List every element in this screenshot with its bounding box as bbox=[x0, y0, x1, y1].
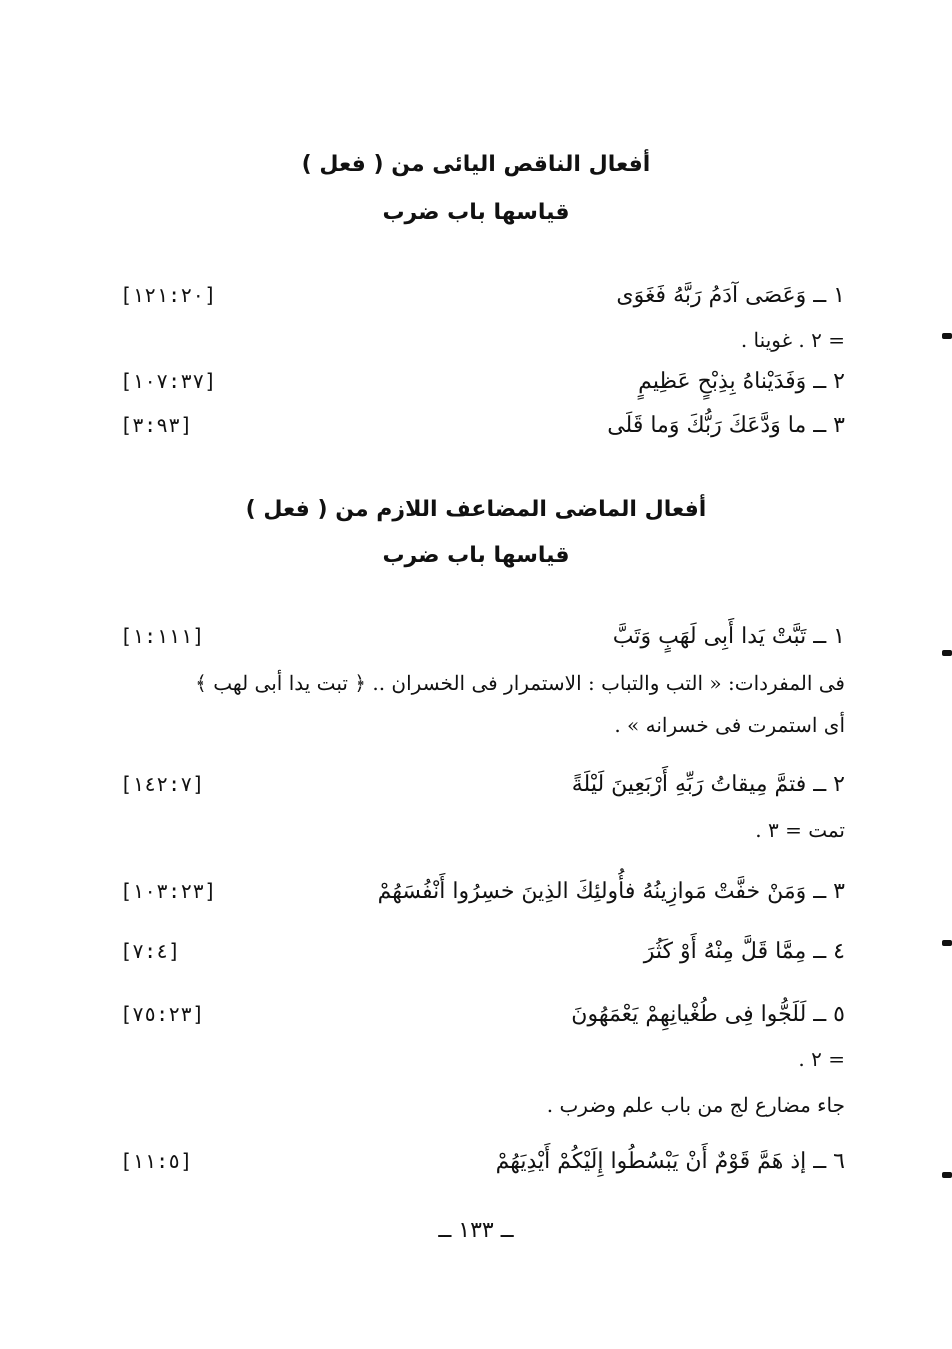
verse-entry bbox=[120, 283, 845, 319]
verse-text: ٤ ــ مِمَّا قَلَّ مِنْهُ أَوْ كَثُرَ bbox=[643, 939, 845, 964]
verse-entry bbox=[120, 772, 845, 808]
margin-mark bbox=[942, 1172, 952, 1178]
verse-note: أى استمرت فى خسرانه » . bbox=[614, 713, 845, 737]
margin-mark bbox=[942, 333, 952, 339]
verse-reference: [٧:٤] bbox=[120, 939, 181, 963]
verse-text: ٣ ــ ما وَدَّعَكَ رَبُّكَ وَما قَلَى bbox=[607, 413, 845, 438]
verse-text: ٦ ــ إذ هَمَّ قَوْمٌ أَنْ يَبْسُطُوا إِلَيْكُمْ أَيْدِيَهُمْ bbox=[495, 1149, 845, 1174]
verse-note: = ٢ . bbox=[798, 1047, 845, 1071]
verse-text: ١ ــ تَبَّتْ يَدا أَبِى لَهَبٍ وَتَبَّ bbox=[612, 624, 845, 649]
verse-entry bbox=[120, 939, 845, 975]
verse-text: ٢ ــ فتمَّ مِيقاتُ رَبِّهِ أَرْبَعِينَ لَيْلَةً bbox=[571, 772, 845, 797]
verse-reference: [١٠٧:٣٧] bbox=[120, 369, 217, 393]
verse-text: ٣ ــ وَمَنْ خفَّتْ مَوازِينُهُ فأُولئِكَ الذِينَ خسِرُوا أَنْفُسَهُمْ bbox=[377, 879, 845, 904]
page-number: ــ ١٣٣ ــ bbox=[438, 1218, 514, 1243]
verse-reference: [١:١١١] bbox=[120, 624, 205, 648]
section2-title: أفعال الماضى المضاعف اللازم من ( فعل ) bbox=[245, 497, 707, 522]
section1-subtitle: قياسها باب ضرب bbox=[382, 200, 570, 225]
section1-title: أفعال الناقص اليائى من ( فعل ) bbox=[301, 152, 651, 177]
verse-reference: [٣:٩٣] bbox=[120, 413, 193, 437]
margin-mark bbox=[942, 940, 952, 946]
verse-reference: [١٤٢:٧] bbox=[120, 772, 205, 796]
verse-note: جاء مضارع لج من باب علم وضرب . bbox=[546, 1093, 845, 1117]
verse-reference: [١١:٥] bbox=[120, 1149, 193, 1173]
verse-reference: [٧٥:٢٣] bbox=[120, 1002, 205, 1026]
verse-note: = ٢ . غوينا . bbox=[740, 328, 845, 352]
verse-entry bbox=[120, 369, 845, 405]
verse-entry bbox=[120, 1002, 845, 1038]
verse-note: تمت = ٣ . bbox=[755, 818, 845, 842]
verse-note: فى المفردات: « التب والتباب : الاستمرار فى الخسران .. ﴿ تبت يدا أبى لهب ﴾ bbox=[195, 671, 845, 695]
verse-text: ٢ ــ وَفَدَيْناهُ بِذِبْحٍ عَظِيمٍ bbox=[638, 369, 845, 394]
verse-reference: [١٢١:٢٠] bbox=[120, 283, 217, 307]
margin-mark bbox=[942, 650, 952, 656]
section2-subtitle: قياسها باب ضرب bbox=[382, 543, 570, 568]
verse-entry bbox=[120, 1149, 845, 1185]
verse-reference: [١٠٣:٢٣] bbox=[120, 879, 217, 903]
verse-entry bbox=[120, 879, 845, 915]
verse-text: ٥ ــ لَلَجُّوا فِى طُغْيانِهِمْ يَعْمَهُونَ bbox=[571, 1002, 845, 1027]
verse-text: ١ ــ وَعَصَى آدَمُ رَبَّهُ فَغَوَى bbox=[616, 283, 845, 308]
verse-entry bbox=[120, 413, 845, 449]
verse-entry bbox=[120, 624, 845, 660]
